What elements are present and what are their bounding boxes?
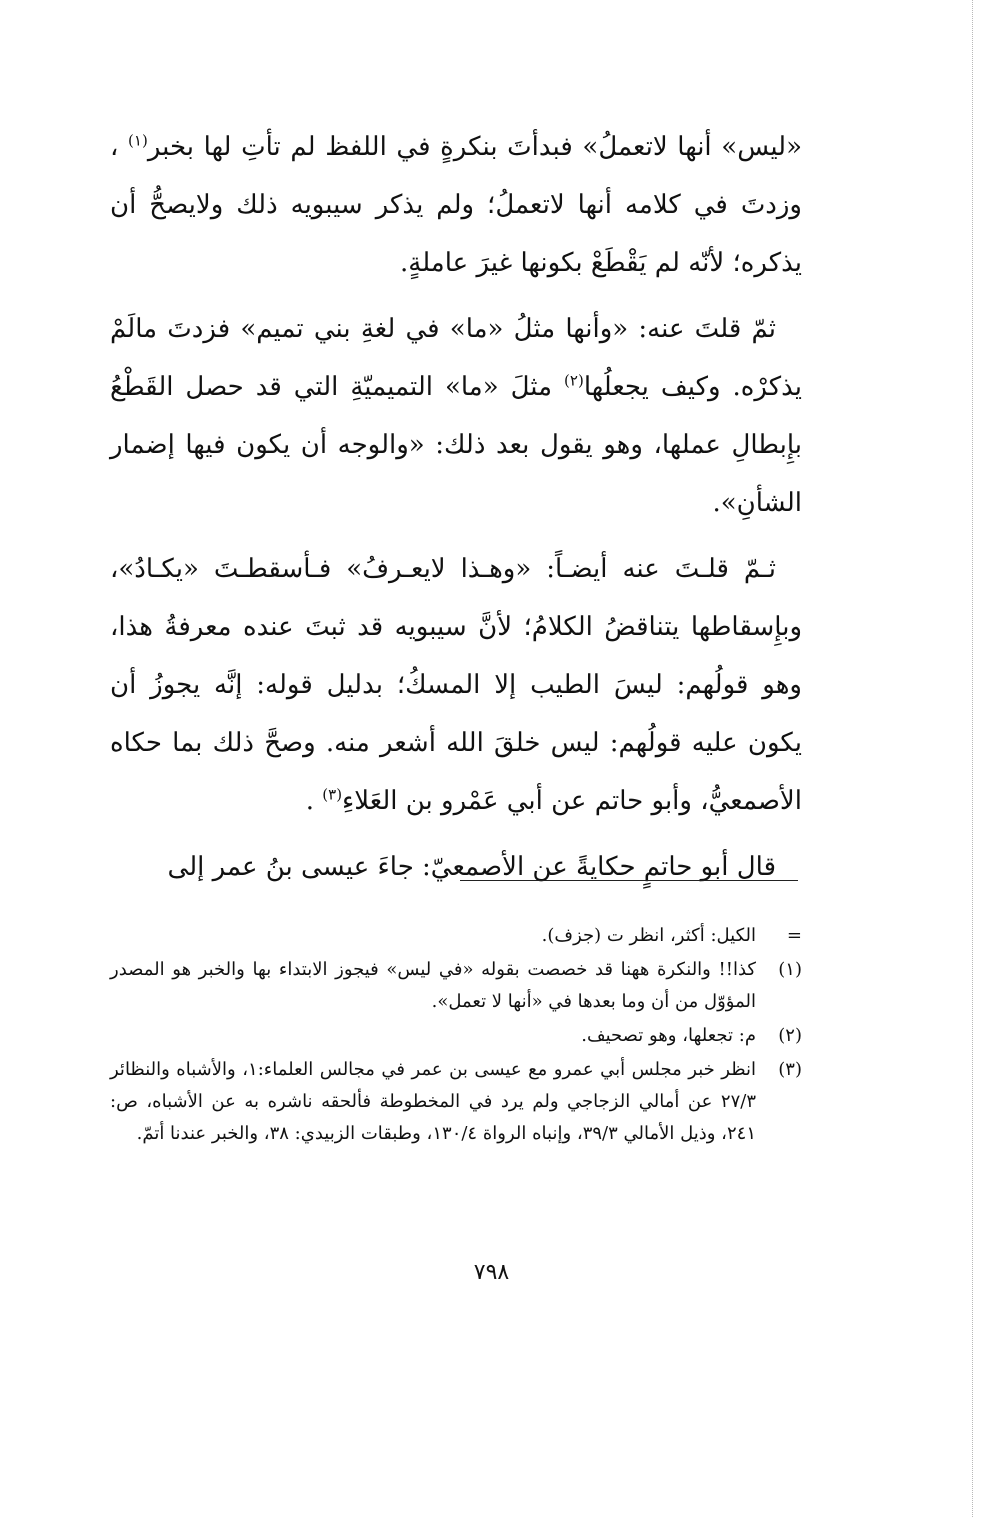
- paragraph-1-text-b: ، وزدتَ في كلامه أنها لاتعملُ؛ ولم يذكر سيبويه ذلك ولايصحُّ أن يذكره؛ لأنّه لم يَقْطَعْ بكونها غيرَ عاملةٍ.: [110, 132, 802, 278]
- footnote-ref-3: (٣): [322, 785, 343, 804]
- paragraph-3-text-b: .: [305, 786, 323, 816]
- main-body-text: [110, 118, 802, 904]
- paragraph-4-text: قال أبو حاتمٍ حكايةً عن الأصمعيّ: جاءَ عيسى بنُ عمر إلى: [167, 852, 776, 882]
- paragraph-2: [110, 300, 802, 532]
- footnote-separator: [460, 880, 798, 881]
- footnote-marker: (٣): [778, 1059, 802, 1080]
- paragraph-2-text-b: مثلَ «ما» التميميّةِ التي قد حصل القَطْعُ بإِبطالِ عملها، وهو يقول بعد ذلك: «والوجه أن يكون فيها إضمار الشأنِ».: [110, 372, 802, 518]
- footnote-continuation: [110, 920, 802, 952]
- footnote-ref-2: (٢): [564, 371, 584, 390]
- paragraph-3: [110, 540, 802, 830]
- paragraph-1: [110, 118, 802, 292]
- footnote-text: انظر خبر مجلس أبي عمرو مع عيسى بن عمر في مجالس العلماء:١، والأشباه والنظائر ٢٧/٣ عن أمالي الزجاجي ولم يرد في المخطوطة فألحقه ناشره به عن الأشباه، ص: ٢٤١، وذيل الأمالي ٣٩/٣، وإنباه الرواة ١٣٠/٤، وطبقات الزبيدي: ٣٨، والخبر عندنا أتمّ.: [110, 1059, 756, 1144]
- footnote-1: [110, 954, 802, 1018]
- footnotes-block: [110, 920, 802, 1152]
- paragraph-2-text-a: ثمّ قلتَ عنه: «وأنها مثلُ «ما» في لغةِ بني تميم» فزدتَ مالَمْ يذكرْه. وكيف يجعلُها: [110, 314, 802, 402]
- footnote-marker: (١): [778, 959, 802, 980]
- footnote-text: م: تجعلها، وهو تصحيف.: [581, 1025, 756, 1046]
- page-number: ٧٩٨: [473, 1260, 510, 1285]
- footnote-text: الكيل: أكثر، انظر ت (جزف).: [541, 925, 756, 946]
- paragraph-4: [110, 838, 802, 896]
- footnote-marker: (٢): [778, 1025, 802, 1046]
- footnote-text: كذا!! والنكرة ههنا قد خصصت بقوله «في ليس» فيجوز الابتداء بها والخبر هو المصدر المؤوّل من أن وما بعدها في «أنها لا تعمل».: [110, 959, 756, 1012]
- paragraph-3-text-a: ثـمّ قلـتَ عنه أيضـاً: «وهـذا لايعـرفُ» فـأسقطـتَ «يكـادُ»، وبإِسقاطها يتناقضُ الكلامُ؛ لأنَّ سيبويه قد ثبتَ عنده معرفةُ هذا، وهو قولُهم: ليسَ الطيب إلا المسكُ؛ بدليل قوله: إنَّه يجوزُ أن يكون عليه قولُهم: ليس خلقَ الله أشعر منه. وصحَّ ذلك بما حكاه الأصمعيُّ، وأبو حاتم عن أبي عَمْرو بن العَلاءِ: [110, 554, 802, 816]
- footnote-ref-1: (١): [128, 131, 148, 150]
- footnote-2: [110, 1020, 802, 1052]
- paragraph-1-text-a: «ليس» أنها لاتعملُ» فبدأتَ بنكرةٍ في اللفظ لم تأتِ لها بخبر: [147, 132, 803, 162]
- footnote-3: [110, 1054, 802, 1150]
- footnote-marker: =: [786, 925, 802, 946]
- page-edge-line: [972, 0, 973, 1517]
